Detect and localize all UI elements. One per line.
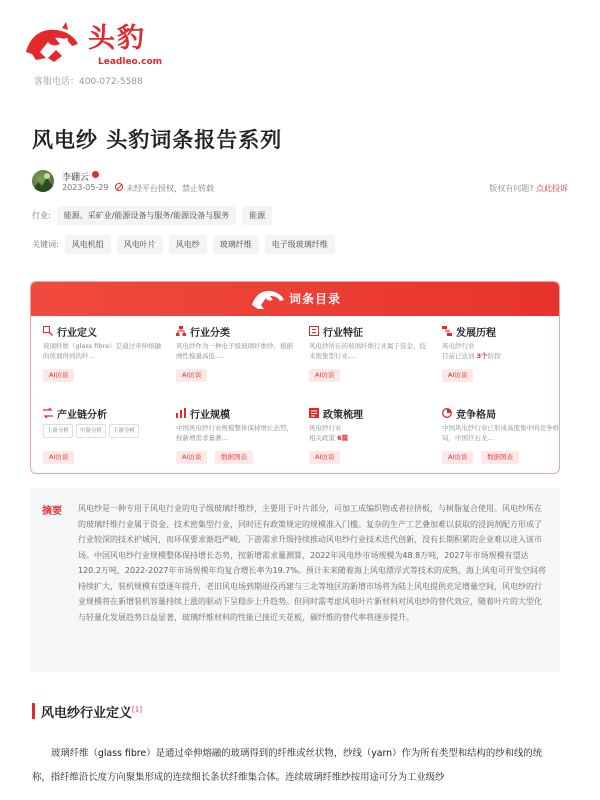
- keyword-tag[interactable]: 风电纱: [169, 235, 207, 254]
- copyright-notice: [489, 183, 568, 194]
- toc-title: 词条目录: [289, 292, 342, 306]
- classification-icon: [176, 326, 186, 336]
- stage-count: 3个: [476, 352, 488, 360]
- ai-interview-tag[interactable]: AI访谈: [43, 369, 74, 382]
- ai-interview-tag[interactable]: AI访谈: [176, 369, 207, 382]
- leopard-logo-icon: [22, 22, 82, 64]
- policy-icon: [309, 408, 319, 418]
- toc-header: [31, 282, 559, 316]
- repost-notice: 未经平台授权，禁止转载: [126, 184, 214, 193]
- toc-item-competition[interactable]: [442, 406, 560, 468]
- industry-tag[interactable]: 能源: [242, 206, 272, 225]
- copyright-question: 版权有问题?: [489, 184, 534, 193]
- toc-item-name: 行业定义: [57, 328, 97, 339]
- ai-interview-tag[interactable]: AI访谈: [442, 369, 473, 382]
- toc-item-mini-tags: [43, 424, 161, 444]
- logo-domain: Leadleo.com: [98, 57, 163, 67]
- toc-item-desc: [442, 341, 560, 361]
- toc-card: [30, 281, 560, 474]
- toc-item-name: 发展历程: [456, 328, 496, 339]
- chain-icon: [43, 408, 53, 418]
- toc-item-desc-line: 相关政策 6篇: [309, 434, 349, 442]
- section-title-text: 风电纱行业定义: [41, 706, 133, 721]
- definition-icon: [43, 326, 53, 336]
- toc-item-desc: 风电纱所在的玻璃纤维行业属于资金、技术密集型行业,...: [309, 342, 426, 360]
- upstream-tag[interactable]: 上游分析: [43, 424, 73, 438]
- industry-tag[interactable]: 能源、采矿业/能源设备与服务/能源设备与服务: [57, 206, 236, 225]
- abstract-box: [30, 488, 560, 672]
- downstream-tag[interactable]: 下游分析: [109, 424, 139, 438]
- industry-row: [32, 206, 278, 225]
- ai-interview-tag[interactable]: AI访谈: [309, 369, 340, 382]
- ai-interview-tag[interactable]: AI访谈: [309, 451, 340, 464]
- toc-item-desc: 玻璃纤维（glass fibre）是通过牵伸熔融的玻璃得到的纤...: [43, 342, 161, 360]
- data-chart-tag[interactable]: 数据图表: [481, 451, 519, 464]
- ai-interview-tag[interactable]: AI访谈: [442, 451, 473, 464]
- toc-item-definition[interactable]: [43, 324, 161, 386]
- toc-item-history[interactable]: [442, 324, 560, 386]
- keyword-tag[interactable]: 风电叶片: [117, 235, 163, 254]
- toc-item-name: 竞争格局: [456, 410, 496, 421]
- toc-item-desc-line: 目前已达到 3个阶段: [442, 352, 501, 360]
- customer-hotline: 客服电话：400-072-5588: [34, 77, 143, 87]
- toc-item-name: 行业特征: [323, 328, 363, 339]
- toc-item-features[interactable]: [309, 324, 427, 386]
- author-name[interactable]: 李硼云: [62, 173, 90, 183]
- midstream-tag[interactable]: 中游分析: [76, 424, 106, 438]
- toc-item-desc-line: 风电纱行业: [442, 342, 475, 350]
- verified-badge-icon: [92, 171, 99, 178]
- publish-date: 2023-05-29: [62, 183, 109, 192]
- history-icon: [442, 326, 452, 336]
- scale-icon: [176, 408, 186, 418]
- policy-count: 6篇: [337, 434, 349, 442]
- section-title: [41, 702, 142, 721]
- toc-item-name: 产业链分析: [57, 410, 107, 421]
- keyword-tag[interactable]: 电子级玻璃纤维: [265, 235, 335, 254]
- toc-item-desc: 中国风电纱行业规模整体保持增长态势，按新增需求量测...: [176, 424, 293, 442]
- avatar-image-icon: [32, 170, 54, 192]
- abstract-label: 摘要: [42, 506, 62, 517]
- leopard-logo-icon: [250, 287, 286, 311]
- competition-icon: [442, 408, 452, 418]
- abstract-text: 风电纱是一种专用于风电行业的电子级玻璃纤维纱，主要用于叶片部分，可加工成编织物或者拉挤板，与树脂复合使用。风电纱所在的玻璃纤维行业属于资金、技术密集型行业，同时还有政策规定的规模准入门槛。复杂的生产工艺叠加难以获取的浸润剂配方形成了行业较深的技术护城河，而环保要求渐趋严峻、下游需求升级持续推动风电纱行业技术迭代创新，没有长期积累的企业难以进入该市场。中国风电纱行业规模整体保持增长态势，按新增需求量测算，2022年风电纱市场规模为48.8万吨，2027年市场规模有望达120.2万吨，2022-2027年市场规模年均复合增长率为19.7%。预计未来随着海上风电漂浮式等技术的成熟，海上风电可开发空间将持续扩大，装机规模有望逐年提升，老旧风电场到期退役再建与三北等地区的新增市场将为陆上风电提供充足增量空间，风电纱的行业规模将在新增装机容量持续上涨的驱动下呈稳步上升趋势。但同时需考虑风电叶片新材料对风电纱的替代效应，随着叶片的大型化与轻量化发展趋势日益显著，玻璃纤维材料的性能已接近天花板，碳纤维的替代率将逐步提升。: [78, 504, 546, 622]
- keyword-tag[interactable]: 风电机组: [65, 235, 111, 254]
- data-chart-tag[interactable]: 数据图表: [215, 451, 253, 464]
- toc-item-desc: 风电纱作为一种电子级玻璃纤维纱，根据弹性模量高低,...: [176, 342, 293, 360]
- toc-item-name: 政策梳理: [323, 410, 363, 421]
- toc-item-classification[interactable]: [176, 324, 294, 386]
- section-accent-bar: [32, 703, 35, 719]
- toc-item-desc-line: 风电纱行业: [309, 424, 342, 432]
- report-link[interactable]: 点此投诉: [536, 184, 568, 193]
- page-title: 风电纱 头豹词条报告系列: [32, 128, 283, 152]
- ai-interview-tag[interactable]: AI访谈: [43, 451, 74, 464]
- keywords-row: [32, 235, 341, 254]
- toc-item-desc: 中国风电纱行业已形成高度集中的竞争格局，中国巨石龙...: [442, 424, 559, 442]
- toc-item-desc: [309, 423, 427, 443]
- keyword-tag[interactable]: 玻璃纤维: [213, 235, 259, 254]
- author-row: [32, 170, 568, 196]
- features-icon: [309, 326, 319, 336]
- toc-item-name: 行业分类: [190, 328, 230, 339]
- reference-marker[interactable]: [1]: [132, 705, 142, 714]
- toc-item-chain[interactable]: [43, 406, 161, 468]
- ai-interview-tag[interactable]: AI访谈: [176, 451, 207, 464]
- toc-item-scale[interactable]: [176, 406, 294, 468]
- no-repost-icon: [115, 183, 123, 191]
- leadleo-logo[interactable]: [22, 16, 172, 68]
- toc-item-name: 行业规模: [190, 410, 230, 421]
- keywords-label: 关键词:: [32, 240, 59, 249]
- avatar[interactable]: [32, 170, 54, 192]
- body-paragraph: 玻璃纤维（glass fibre）是通过牵伸熔融的玻璃得到的纤维或丝状物，纱线（yarn）作为所有类型和结构的纱和线的统称，指纤维沿长度方向聚集形成的连续细长条状纤维集合体。连续玻璃纤维纱按用途可分为工业级纱: [32, 748, 543, 783]
- toc-item-policy[interactable]: [309, 406, 427, 468]
- logo-text: 头豹: [88, 23, 146, 54]
- industry-label: 行业:: [32, 211, 51, 220]
